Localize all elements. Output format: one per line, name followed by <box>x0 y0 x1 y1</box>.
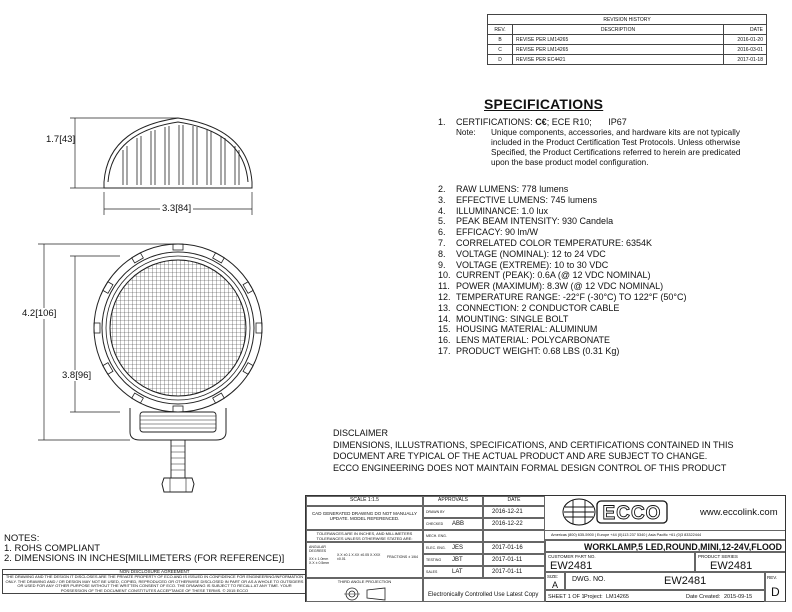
spec-item: 15. HOUSING MATERIAL: ALUMINUM <box>438 324 598 335</box>
lamp-height-dim: 3.8[96] <box>62 370 92 381</box>
non-disclosure-agreement <box>2 569 307 594</box>
revision-description: REVISE PER EC4421 <box>513 55 724 65</box>
revision-row <box>488 35 767 45</box>
control-note: Electronically Controlled Use Latest Copy <box>423 578 545 602</box>
specifications-title: SPECIFICATIONS <box>484 96 604 112</box>
scale-cell: SCALE 1:1.5 <box>306 496 423 506</box>
description-header: DESCRIPTION <box>513 25 724 35</box>
disclaimer <box>333 428 773 474</box>
dwg-no-cell: DWG. NO. EW2481 <box>565 572 765 590</box>
revision-date: 2017-01-18 <box>724 55 767 65</box>
ecco-logo <box>561 498 677 526</box>
spec-item: 11. POWER (MAXIMUM): 8.3W (@ 12 VDC NOMINAL) <box>438 281 664 292</box>
revision-rev: D <box>488 55 513 65</box>
revision-row <box>488 55 767 65</box>
revision-description: REVISE PER LM14265 <box>513 35 724 45</box>
svg-text:ECCO: ECCO <box>602 503 662 524</box>
approval-row: DRAWN BY <box>423 506 483 518</box>
nda-title: NON DISCLOSURE AGREEMENT <box>3 570 306 575</box>
notes-title: NOTES: <box>4 533 40 544</box>
size-cell: SIZE: A <box>545 572 565 590</box>
notes <box>4 534 284 564</box>
spec-item: 4. ILLUMINANCE: 1.0 lux <box>438 205 549 216</box>
certifications-line: 1. CERTIFICATIONS: C€; ECE R10; IP67 <box>438 117 627 127</box>
spec-item: 2. RAW LUMENS: 778 lumens <box>438 184 569 194</box>
approval-row: SALES LAT <box>423 566 483 578</box>
customer-part-cell: CUSTOMER PART NO. EW2481 <box>545 552 695 572</box>
lamp-drawing <box>0 0 330 500</box>
spec-item: 10. CURRENT (PEAK): 0.6A (@ 12 VDC NOMINAL) <box>438 270 651 281</box>
revision-history-table <box>487 14 767 65</box>
spec-item: 8. VOLTAGE (NOMINAL): 12 to 24 VDC <box>438 248 606 259</box>
third-angle-projection-icon <box>343 586 389 602</box>
disclaimer-line: ECCO ENGINEERING DOES NOT MAINTAIN FORMAL DESIGN CONTROL OF THIS PRODUCT <box>333 462 727 473</box>
company-header <box>545 496 785 530</box>
approval-date: 2017-01-11 <box>483 554 545 566</box>
spec-list <box>438 184 778 357</box>
spec-item: 9. VOLTAGE (EXTREME): 10 to 30 VDC <box>438 259 609 270</box>
revision-date: 2016-01-20 <box>724 35 767 45</box>
disclaimer-line: DOCUMENT ARE TYPICAL OF THE ACTUAL PRODUCT AND ARE SUBJECT TO CHANGE. <box>333 451 708 461</box>
spec-item: 13. CONNECTION: 2 CONDUCTOR CABLE <box>438 302 620 313</box>
certification-note: Note: Unique components, accessories, and hardware kits are not typically included in the Product Certification Test Protocols. Unless otherwise Specified, the Product Certifications referred to herein are predicated upon the base product model configuration. <box>456 128 741 167</box>
revision-description: REVISE PER LM14265 <box>513 45 724 55</box>
ce-mark-icon: C€ <box>535 117 547 127</box>
spec-item: 16. LENS MATERIAL: POLYCARBONATE <box>438 335 611 346</box>
approval-date: 2017-01-11 <box>483 566 545 578</box>
revision-date: 2016-03-01 <box>724 45 767 55</box>
spec-item: 7. CORRELATED COLOR TEMPERATURE: 6354K <box>438 237 653 248</box>
spec-item: 6. EFFICACY: 90 lm/W <box>438 227 539 238</box>
approval-row: MECH. ENG. <box>423 530 483 542</box>
approval-row: ELEC. ENG. JES <box>423 542 483 554</box>
approvals-header: APPROVALS <box>423 496 483 506</box>
website-link[interactable]: www.eccolink.com <box>700 507 778 518</box>
spec-item: 17. PRODUCT WEIGHT: 0.68 LBS (0.31 Kg) <box>438 345 620 356</box>
sheet-info: SHEET 1 OF 1 Project: LM14265 Date Created: 2015-09-15 <box>545 590 765 602</box>
revision-rev: C <box>488 45 513 55</box>
date-header: DATE <box>483 496 545 506</box>
spec-item: 5. PEAK BEAM INTENSITY: 930 Candela <box>438 216 614 227</box>
disclaimer-title: DISCLAIMER <box>333 428 389 438</box>
spec-item: 14. MOUNTING: SINGLE BOLT <box>438 313 569 324</box>
front-height-dim: 4.2[106] <box>22 308 57 319</box>
note-item: 2. DIMENSIONS IN INCHES[MILLIMETERS (FOR REFERENCE)] <box>4 553 285 564</box>
tolerances-header: TOLERANCES ARE IN INCHES, AND MILLIMETERS TOLERANCES UNLESS OTHERWISE STATED ARE: <box>306 530 423 542</box>
approval-row: CHECKED ABB <box>423 518 483 530</box>
side-view <box>70 118 252 215</box>
projection-cell: THIRD ANGLE PROJECTION <box>306 578 423 602</box>
approval-date <box>483 530 545 542</box>
cad-note: CAD GENERATED DRAWING DO NOT MANUALLY UPDATE. MODEL REFERENCED. <box>306 506 423 530</box>
approval-date: 2017-01-16 <box>483 542 545 554</box>
tolerances-cell: ANGULAR DEGREES XX ± 1.0mm X.X ± 0.5mm X.X ±0.1 X.XX ±0.05 X.XXX ±0.01 FRACTIONS ± 1/64 <box>306 542 423 578</box>
side-width-dim: 3.3[84] <box>162 203 192 214</box>
revision-history-title: REVISION HISTORY <box>488 15 767 25</box>
note-item: 1. ROHS COMPLIANT <box>4 543 101 554</box>
revision-rev: B <box>488 35 513 45</box>
approval-date: 2016-12-22 <box>483 518 545 530</box>
side-height-dim: 1.7[43] <box>46 134 76 145</box>
approval-row: TESTING JBT <box>423 554 483 566</box>
disclaimer-line: DIMENSIONS, ILLUSTRATIONS, SPECIFICATIONS, AND CERTIFICATIONS CONTAINED IN THIS <box>333 439 734 450</box>
rev-cell: REV. D <box>765 572 785 602</box>
nda-text: THE DRAWING AND THE DESIGN IT DISCLOSES ARE THE PRIVATE PROPERTY OF ECO AND IS ISSUED IN CONFIDENCE FOR ENGINEERING/INFORMATION ONLY. THE DRAWING AND / OR DESIGN MAY NOT BE USED, COPIED, REPRODUCED OR OTHERWISE DISCLOSED IN PART OR AS A WHOLE TO OUTSIDERS OR USED FOR ANY OTHER PURPOSE WITHOUT THE WRITTEN CONSENT OF ECO. THE DRAWING IS SUBJECT TO RECALL AT ANY TIME. YOUR POSSESSION OF THE DOCUMENT CONSTITUTES ACCEPTANCE OF THESE TERMS. © 2015 ECCO <box>5 574 304 593</box>
approval-date: 2016-12-21 <box>483 506 545 518</box>
rev-header: REV. <box>488 25 513 35</box>
phone-numbers: Americas (800) 635-5900 | Europe +44 (0)113 237 5340 | Asia Pacific +61 (0)3 83322444 <box>545 530 785 540</box>
spec-item: 12. TEMPERATURE RANGE: -22°F (-30°C) TO 122°F (50°C) <box>438 291 687 302</box>
front-view <box>38 244 262 492</box>
spec-item: 3. EFFECTIVE LUMENS: 745 lumens <box>438 194 598 205</box>
title-block <box>305 495 786 602</box>
revision-row <box>488 45 767 55</box>
product-series-cell: PRODUCT SERIES EW2481 <box>695 552 785 572</box>
product-description: WORKLAMP,5 LED,ROUND,MINI,12-24V,FLOOD <box>545 540 785 552</box>
date-header: DATE <box>724 25 767 35</box>
